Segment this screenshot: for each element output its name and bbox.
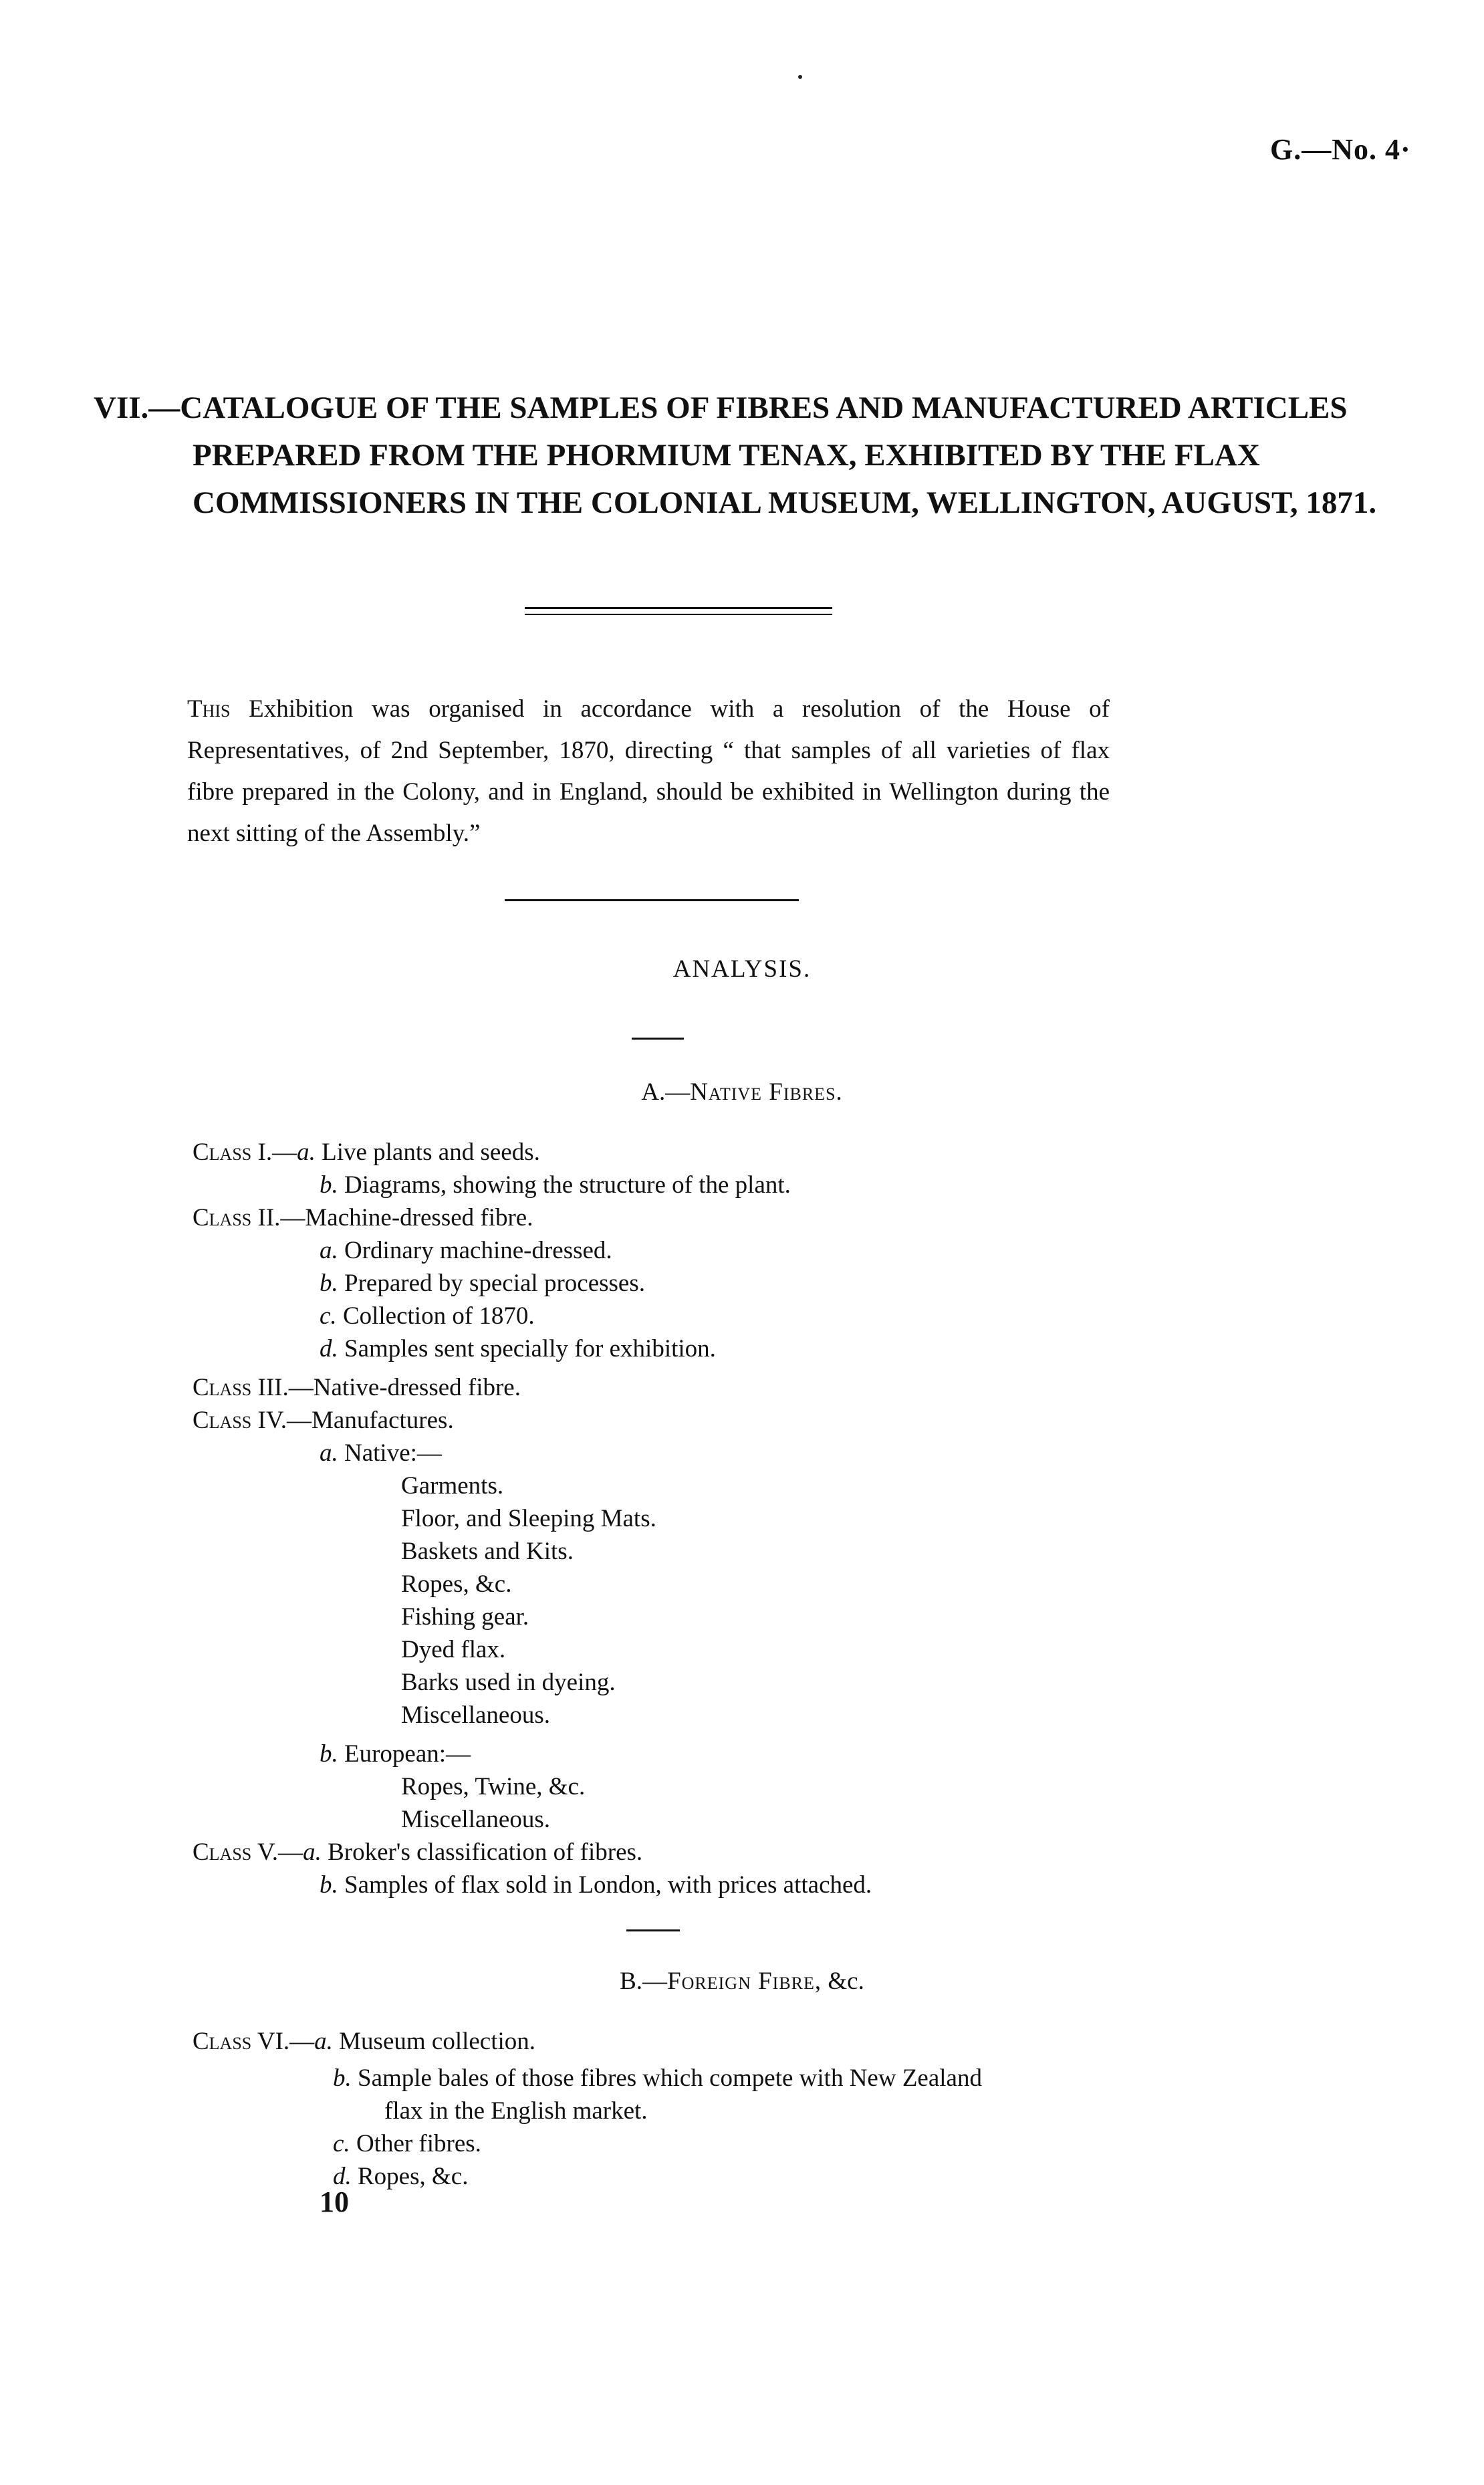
- catalogue-title: [94, 384, 1377, 527]
- item-letter: c.: [320, 1302, 337, 1330]
- class-label: Class: [193, 1407, 252, 1434]
- section-b-prefix: B.—: [620, 1968, 668, 1995]
- section-b-suffix: &c.: [822, 1968, 864, 1995]
- native-item: Dyed flax.: [401, 1636, 506, 1663]
- item-text: Sample bales of those fibres which compete with New Zealand: [351, 2064, 982, 2092]
- class-6-line-c: [333, 2128, 481, 2160]
- analysis-heading: ANALYSIS.: [672, 955, 812, 983]
- intro-lead-word: This: [187, 695, 231, 723]
- item-text: Native:—: [338, 1439, 442, 1467]
- item-text: Museum collection.: [332, 2028, 536, 2055]
- class-label: Class: [193, 1139, 252, 1166]
- class-label: Class: [193, 2028, 252, 2055]
- class-1-line-b: [320, 1169, 791, 1201]
- section-a-prefix: A.—: [641, 1078, 691, 1106]
- class-1-line-a: [193, 1137, 540, 1169]
- class-6-line-d: [333, 2161, 468, 2193]
- section-a-name: Native Fibres.: [690, 1078, 843, 1106]
- item-letter: a.: [297, 1139, 316, 1166]
- page-number: 10: [320, 2185, 349, 2218]
- class-2-item-d: [320, 1333, 716, 1365]
- class-number: VI.—: [251, 2028, 315, 2055]
- class-4-item-b: [320, 1738, 471, 1770]
- item-letter: b.: [320, 1171, 338, 1199]
- document-reference: G.—No. 4·: [1270, 133, 1411, 166]
- item-letter: b.: [320, 1270, 338, 1297]
- class-number: IV.—Manufactures.: [251, 1407, 454, 1434]
- item-text: Ordinary machine-dressed.: [338, 1237, 612, 1264]
- item-letter: a.: [320, 1439, 338, 1467]
- short-rule-1: [632, 1038, 684, 1040]
- native-item: Fishing gear.: [401, 1603, 529, 1631]
- class-label: Class: [193, 1374, 252, 1401]
- intro-paragraph: [187, 689, 1110, 854]
- section-b-name: Foreign Fibre,: [667, 1968, 822, 1995]
- intro-text: Exhibition was organised in accordance with a resolution of the House of Representatives, of 2nd September, 1870, directing “ that samples of all varieties of flax fibre prepared in the Colony, and in England, should be exhibited in Wellington during the next sitting of the Assembly.”: [187, 695, 1110, 847]
- class-number: II.—Machine-dressed fibre.: [251, 1204, 533, 1231]
- item-text: European:—: [338, 1740, 471, 1768]
- item-letter: d.: [333, 2163, 352, 2190]
- title-line-2: PREPARED FROM THE PHORMIUM TENAX, EXHIBITED BY THE FLAX: [193, 438, 1260, 473]
- class-2-item-a: [320, 1235, 612, 1267]
- native-item: Ropes, &c.: [401, 1570, 512, 1598]
- title-line-3: COMMISSIONERS IN THE COLONIAL MUSEUM, WELLINGTON, AUGUST, 1871.: [193, 485, 1377, 520]
- item-text: Prepared by special processes.: [338, 1270, 645, 1297]
- class-6-line-a: [193, 2026, 535, 2058]
- class-3-heading: [193, 1372, 521, 1404]
- class-number: III.—Native-dressed fibre.: [251, 1374, 521, 1401]
- native-item: Miscellaneous.: [401, 1701, 550, 1729]
- item-text: Collection of 1870.: [336, 1302, 535, 1330]
- item-text: Samples of flax sold in London, with prices attached.: [338, 1871, 872, 1899]
- class-number: I.—: [251, 1139, 297, 1166]
- item-text: Diagrams, showing the structure of the plant.: [338, 1171, 791, 1199]
- class-2-item-c: [320, 1300, 535, 1332]
- double-rule-top: [525, 607, 832, 609]
- item-text: Live plants and seeds.: [315, 1139, 540, 1166]
- title-line-1: VII.—CATALOGUE OF THE SAMPLES OF FIBRES AND MANUFACTURED ARTICLES: [94, 390, 1348, 425]
- item-letter: a.: [303, 1839, 322, 1866]
- native-item: Baskets and Kits.: [401, 1538, 574, 1565]
- item-letter: b.: [333, 2064, 352, 2092]
- item-text: Broker's classification of fibres.: [321, 1839, 643, 1866]
- item-letter: a.: [314, 2028, 333, 2055]
- item-letter: b.: [320, 1871, 338, 1899]
- double-rule-bottom: [525, 614, 832, 615]
- section-rule: [505, 899, 799, 901]
- class-4-heading: [193, 1405, 454, 1437]
- native-item: Garments.: [401, 1472, 504, 1500]
- short-rule-2: [626, 1929, 680, 1931]
- class-5-line-b: [320, 1869, 872, 1901]
- item-letter: d.: [320, 1335, 338, 1363]
- class-label: Class: [193, 1204, 252, 1231]
- item-text: Other fibres.: [350, 2130, 481, 2157]
- native-item: Floor, and Sleeping Mats.: [401, 1505, 656, 1532]
- item-letter: b.: [320, 1740, 338, 1768]
- class-4-item-a: [320, 1437, 442, 1469]
- item-letter: c.: [333, 2130, 350, 2157]
- class-6-line-b: [333, 2062, 982, 2095]
- european-item: Ropes, Twine, &c.: [401, 1773, 586, 1800]
- class-6-line-b-continued: flax in the English market.: [384, 2097, 648, 2125]
- european-item: Miscellaneous.: [401, 1806, 550, 1833]
- class-2-heading: [193, 1202, 533, 1234]
- item-text: Ropes, &c.: [351, 2163, 469, 2190]
- class-5-line-a: [193, 1837, 642, 1869]
- item-letter: a.: [320, 1237, 338, 1264]
- item-text: Samples sent specially for exhibition.: [338, 1335, 716, 1363]
- class-2-item-b: [320, 1268, 645, 1300]
- class-label: Class: [193, 1839, 252, 1866]
- section-b-heading: [0, 1967, 1484, 1996]
- section-a-heading: [0, 1078, 1484, 1106]
- speck-mark: [798, 75, 802, 79]
- class-number: V.—: [251, 1839, 303, 1866]
- native-item: Barks used in dyeing.: [401, 1669, 616, 1696]
